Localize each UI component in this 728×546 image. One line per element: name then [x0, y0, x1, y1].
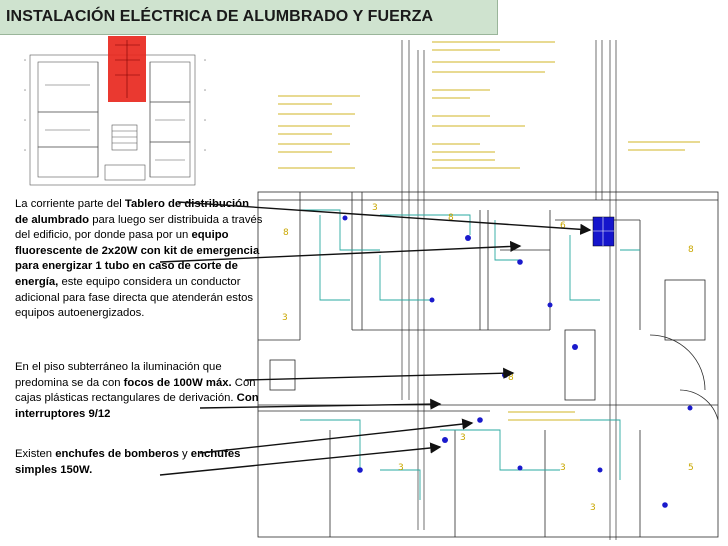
wiring-runs	[295, 210, 640, 500]
title-bar	[0, 0, 498, 35]
svg-text:5: 5	[688, 463, 694, 473]
vertical-risers	[402, 40, 616, 540]
floor-plan-walls	[258, 192, 718, 537]
distribution-panel	[593, 217, 614, 246]
svg-text:8: 8	[448, 213, 454, 223]
svg-text:8: 8	[688, 245, 694, 255]
svg-text:3: 3	[372, 203, 378, 213]
note-basement-lighting: En el piso subterráneo la iluminación que predomina se da con focos de 100W máx. Con cajas plásticas rectangulares de derivación. Con interruptores 9/12	[15, 361, 259, 420]
svg-text:3: 3	[460, 433, 466, 443]
svg-text:3: 3	[398, 463, 404, 473]
svg-text:8: 8	[283, 228, 289, 238]
cad-annotations	[278, 42, 700, 420]
page-title: INSTALACIÓN ELÉCTRICA DE ALUMBRADO Y FUERZA	[6, 8, 434, 25]
note-distribution-panel: La corriente parte del Tablero de distribución de alumbrado para luego ser distribuida a través del edificio, por donde pasa por un equipo fluorescente de 2x20W con kit de emergencia para energizar 1 tubo en caso de corte de energía, este equipo considera un conductor adicional para fase directa que atenderán estos equipos autoenergizados.	[15, 198, 263, 320]
svg-text:3: 3	[560, 463, 566, 473]
note-outlets: Existen enchufes de bomberos y enchufes simples 150W.	[15, 448, 241, 476]
svg-text:3: 3	[282, 313, 288, 323]
svg-text:6: 6	[560, 221, 566, 231]
svg-text:8: 8	[508, 373, 514, 383]
svg-text:3: 3	[590, 503, 596, 513]
